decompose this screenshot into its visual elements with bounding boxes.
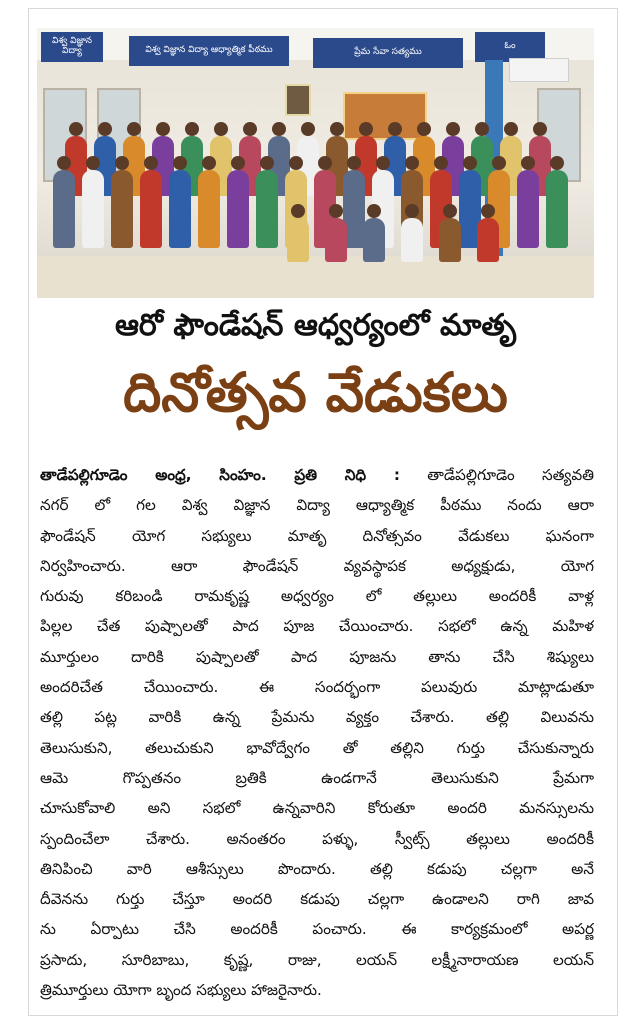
article-line bbox=[40, 460, 594, 490]
article-line: మూర్తులం దారికి పుష్పాలతో పాద పూజను తాను చేసి శిష్యులు bbox=[40, 647, 594, 666]
article-line: ఫౌండేషన్ యోగ సభ్యులు మాతృ దినోత్సవం వేడుకలు ఘనంగా bbox=[40, 526, 594, 545]
article-line: స్పందించేలా చేశారు. అనంతరం పళ్ళు, స్వీట్స్ తల్లులు అందరికీ bbox=[40, 829, 594, 848]
article-line: దీవెనను గుర్తు చేస్తూ అందరి కడుపు చల్లగా ఉండాలని రాగి జావ bbox=[40, 890, 594, 909]
photo-stage-banner bbox=[343, 92, 427, 140]
photo-banner-3: ప్రేమ సేవా సత్యము bbox=[313, 38, 463, 68]
photo-person bbox=[287, 218, 309, 262]
photo-person bbox=[546, 170, 568, 248]
photo-person bbox=[111, 170, 133, 248]
photo-person bbox=[82, 170, 104, 248]
article-line: నగర్ లో గల విశ్వ విజ్ఞాన విద్యా ఆధ్యాత్మిక పీఠము నందు ఆరా bbox=[40, 496, 594, 515]
photo-banner-4: ఓం bbox=[475, 32, 545, 62]
photo-banner-2: విశ్వ విజ్ఞాన విద్యా ఆధ్యాత్మిక పీఠము bbox=[129, 36, 289, 66]
article-body bbox=[40, 460, 594, 1005]
article-line: చూసుకోవాలి అని సభలో ఉన్నవారిని కోరుతూ అందరి మనస్సులను bbox=[40, 799, 594, 818]
photo-person bbox=[53, 170, 75, 248]
photo-banner-1: విశ్వ విజ్ఞాన విద్యా bbox=[41, 32, 103, 62]
article-line: ను ఏర్పాటు చేసి అందరికీ పంచారు. ఈ కార్యక్రమంలో అపర్ణ bbox=[40, 920, 594, 939]
photo-person bbox=[401, 218, 423, 262]
headline-line-1: ఆరో ఫౌండేషన్ ఆధ్వర్యంలో మాతృ bbox=[114, 308, 517, 343]
article-line: గురువు కరిబండి రామకృష్ణ అధ్వర్యం లో తల్లులు అందరికీ వాళ్ల bbox=[40, 587, 594, 606]
headline-line-2: దినోత్సవ వేడుకలు bbox=[123, 360, 508, 424]
photo-person bbox=[325, 218, 347, 262]
article-line: తల్లి పట్ల వారికి ఉన్న ప్రేమను వ్యక్తం చేశారు. తల్లి విలువను bbox=[40, 708, 594, 727]
photo-person bbox=[169, 170, 191, 248]
photo-floor bbox=[37, 256, 594, 298]
group-photo bbox=[37, 28, 594, 298]
article-line: త్రిమూర్తులు యోగా బృంద సభ్యులు హాజరైనారు. bbox=[40, 981, 322, 1000]
article-dateline: తాడేపల్లిగూడెం అంధ్ర, సింహం. ప్రతి నిధి : bbox=[40, 466, 400, 484]
photo-person bbox=[227, 170, 249, 248]
photo-portrait bbox=[285, 84, 311, 116]
article-line: నిర్వహించారు. ఆరా ఫౌండేషన్ వ్యవస్థాపక అధ్యక్షుడు, యోగ bbox=[40, 556, 594, 575]
article-line: అందరిచేత చేయించారు. ఈ సందర్భంగా పలువురు మాట్లాడుతూ bbox=[40, 678, 594, 697]
article-line: తెలుసుకుని, తలుచుకుని భావోద్వేగం తో తల్లిని గుర్తు చేసుకున్నారు bbox=[40, 738, 594, 757]
article-first-line: తాడేపల్లిగూడెం సత్యవతి bbox=[399, 466, 594, 484]
article-line: ప్రసాదు, సూరిబాబు, కృష్ణ, రాజు, లయన్ లక్ష్మీనారాయణ లయన్ bbox=[40, 950, 594, 969]
photo-person bbox=[517, 170, 539, 248]
photo-person bbox=[198, 170, 220, 248]
article-line: పిల్లల చేత పుష్పాలతో పాద పూజ చేయించారు. సభలో ఉన్న మహిళ bbox=[40, 617, 594, 636]
photo-person bbox=[477, 218, 499, 262]
article-line: ఆమె గొప్పతనం బ్రతికి ఉండగానే తెలుసుకుని ప్రేమగా bbox=[40, 768, 594, 787]
photo-air-conditioner bbox=[509, 58, 569, 82]
photo-person bbox=[140, 170, 162, 248]
photo-person bbox=[363, 218, 385, 262]
photo-person bbox=[439, 218, 461, 262]
photo-person bbox=[256, 170, 278, 248]
article-line: తినిపించి వారి ఆశీస్సులు పొందారు. తల్లి కడుపు చల్లగా అనే bbox=[40, 859, 594, 878]
